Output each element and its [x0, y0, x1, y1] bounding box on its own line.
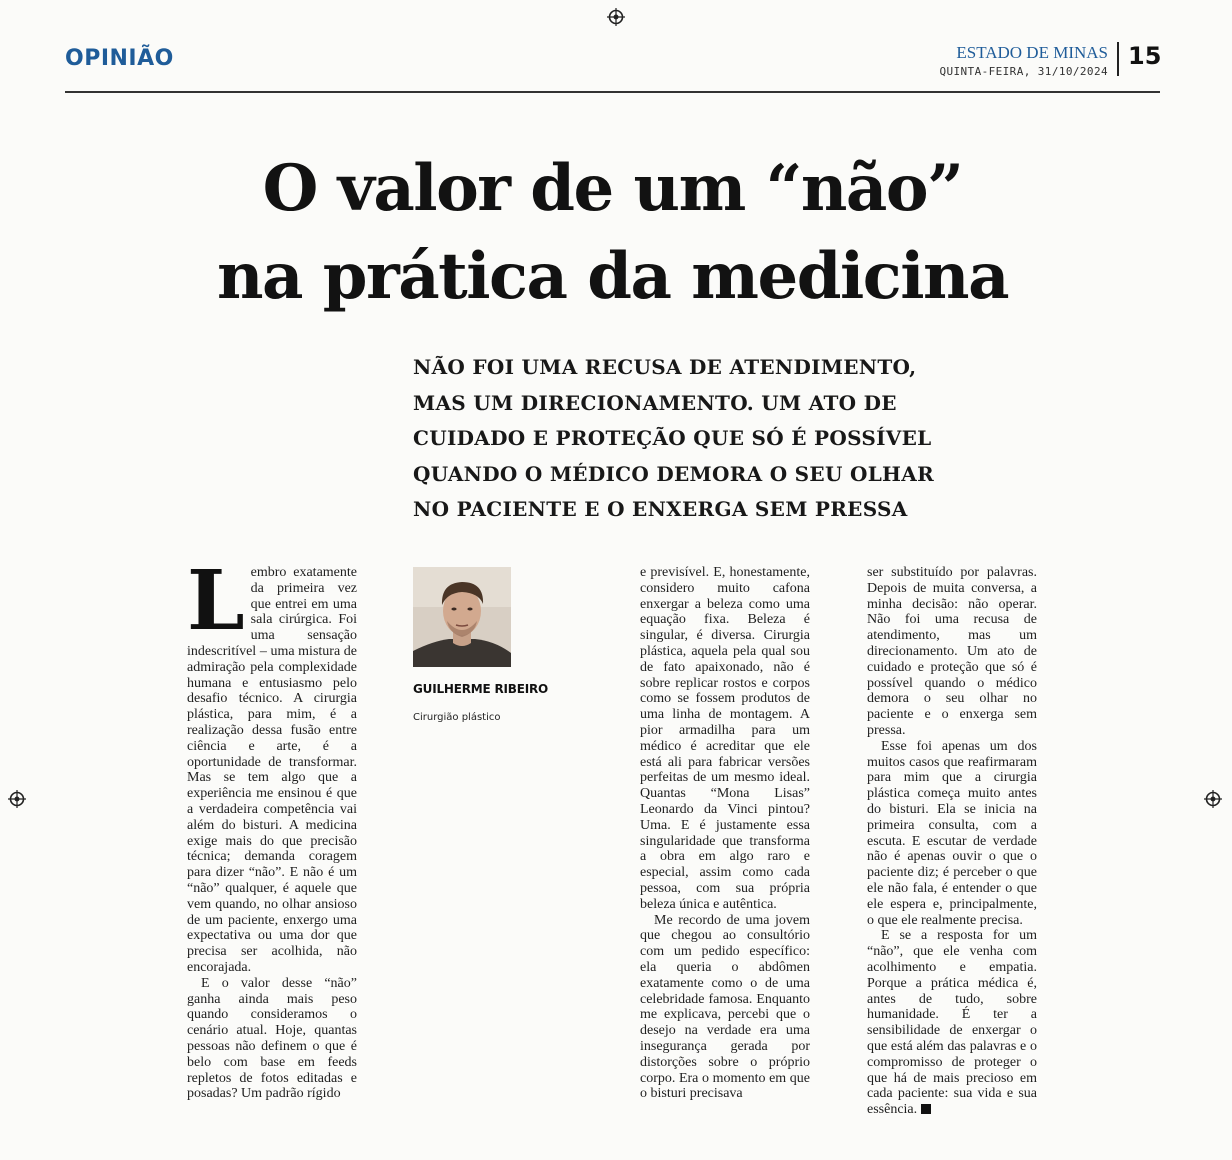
article-paragraph: Me recordo de uma jovem que chegou ao consultório com um pedido específico: ela queria o abdômen exatamente como o de uma celebridade famosa. Enquanto me explicava, percebi que o desejo na verdade era uma insegurança gerada por distorções sobre o próprio corpo. Era o momento em que o bisturi precisava [640, 912, 810, 1102]
author-photo [413, 567, 511, 667]
section-label: OPINIÃO [65, 46, 174, 71]
issue-date: QUINTA-FEIRA, 31/10/2024 [939, 65, 1108, 78]
end-of-article-icon [921, 1104, 931, 1114]
registration-mark-icon [8, 790, 26, 808]
headline-line-1: O valor de um “não” [262, 151, 963, 226]
article-paragraph: ser substituído por palavras. Depois de muita conversa, a minha decisão: não operar. Não foi uma recusa de atendimento, mas um direcionamento. Um ato de cuidado e proteção que só é possível quando o médico demora o seu olhar no paciente e o enxerga sem pressa. [867, 565, 1037, 738]
header-divider [1117, 42, 1119, 76]
newspaper-name: ESTADO DE MINAS [956, 43, 1108, 62]
paragraph-text: E se a resposta for um “não”, que ele venha com acolhimento e empatia. Porque a prática médica é, antes de tudo, sobre humanidade. É ter a sensibilidade de enxergar o que está além das palavras e o compromisso de proteger o que há de mais precioso em cada paciente: sua vida e sua essência. [867, 928, 1037, 1118]
page-number: 15 [1128, 42, 1162, 70]
article-column-1 [187, 553, 357, 1102]
article-paragraph: E o valor desse “não” ganha ainda mais peso quando consideramos o cenário atual. Hoje, quantas pessoas não definem o que é belo com base em feeds repletos de fotos editadas e posadas? Um padrão rígido [187, 975, 357, 1102]
headline-line-2: na prática da medicina [216, 239, 1009, 314]
article-paragraph: e previsível. E, honestamente, considero muito cafona enxergar a beleza como uma equação fixa. Beleza é singular, é diversa. Cirurgia plástica, aquela pela qual sou de fato apaixonado, não é sobre replicar rostos e corpos como se fossem produtos de uma linha de montagem. A pior armadilha para um médico é acreditar que ele está ali para fabricar versões perfeitas de um mesmo ideal. Quantas “Mona Lisas” Leonardo da Vinci pintou? Uma. E é justamente essa singularidade que transforma a obra em algo raro e especial, assim como cada pessoa, com sua própria beleza única e autêntica. [640, 565, 810, 912]
article-column-2 [640, 565, 810, 1102]
paragraph-text: embro exatamente da primeira vez que entrei em uma sala cirúrgica. Foi uma sensação indescritível – uma mistura de admiração pela complexidade humana e entusiasmo pelo desafio técnico. A cirurgia plástica, para mim, é a realização dessa fusão entre ciência e arte, é a oportunidade de transformar. Mas se tem algo que a experiência me ensinou é que a verdadeira competência vai além do bisturi. A medicina exige mais do que precisão técnica; demanda coragem para dizer “não”. E não é um “não” qualquer, é aquele que vem quando, no olhar ansioso de um paciente, enxergo uma expectativa ou uma dor que precisa ser acolhida, não encorajada. [187, 565, 357, 975]
headline [60, 145, 1165, 321]
article-column-3 [867, 565, 1037, 1118]
registration-mark-icon [1204, 790, 1222, 808]
article-paragraph [187, 553, 357, 976]
header-rule [65, 91, 1160, 93]
author-role: Cirurgião plástico [413, 712, 501, 723]
registration-mark-icon [607, 8, 625, 26]
article-paragraph [867, 928, 1037, 1118]
article-deck: NÃO FOI UMA RECUSA DE ATENDIMENTO, MAS UM DIRECIONAMENTO. UM ATO DE CUIDADO E PROTEÇÃO QUE SÓ É POSSÍVEL QUANDO O MÉDICO DEMORA O SEU OLHAR NO PACIENTE E O ENXERGA SEM PRESSA [413, 355, 934, 521]
drop-cap: L [187, 553, 245, 649]
masthead [939, 44, 1108, 78]
author-name: GUILHERME RIBEIRO [413, 682, 549, 696]
article-paragraph: Esse foi apenas um dos muitos casos que reafirmaram para mim que a cirurgia plástica começa muito antes do bisturi. Ela se inicia na primeira consulta, com a escuta. E escutar de verdade não é apenas ouvir o que o paciente diz; é perceber o que ele não fala, é entender o que ele espera e, principalmente, o que ele realmente precisa. [867, 738, 1037, 928]
